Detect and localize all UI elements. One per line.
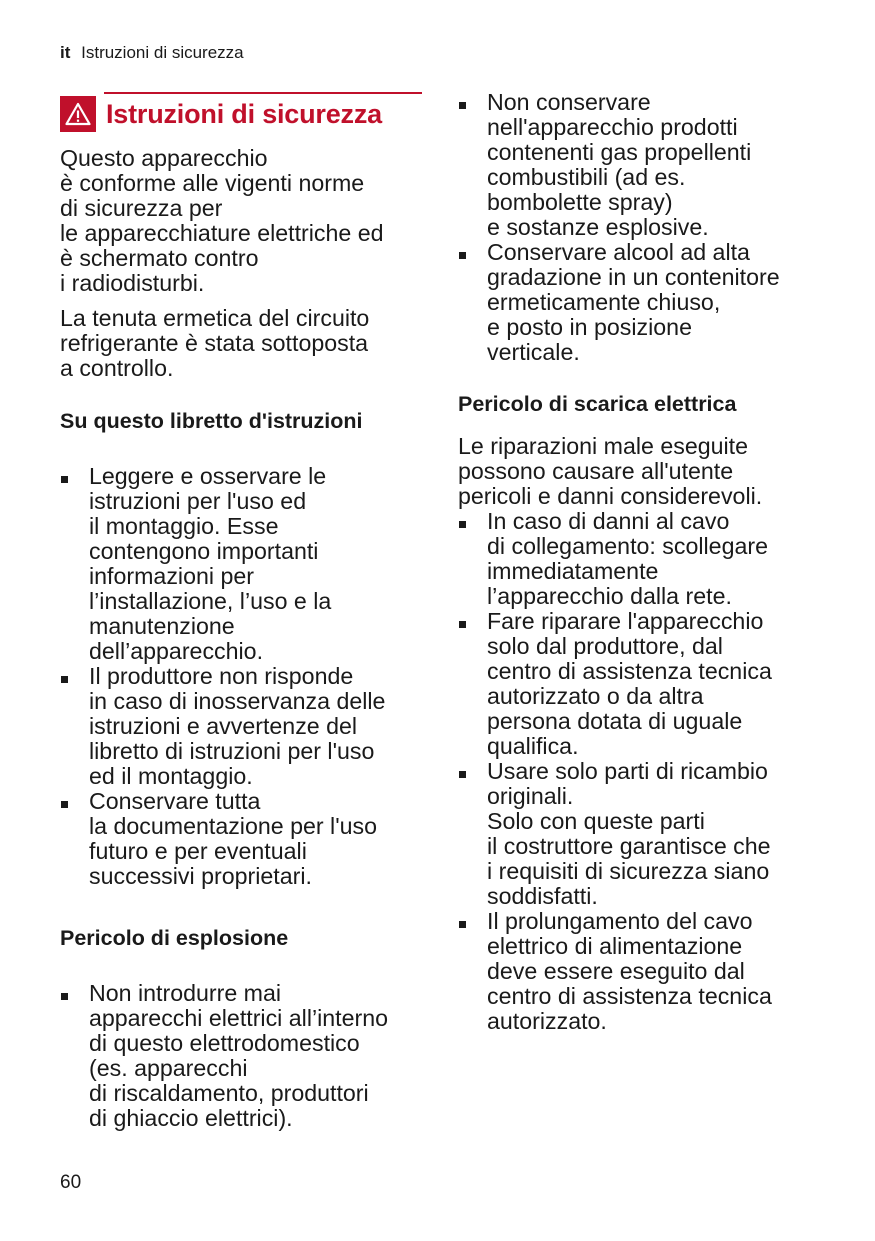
text-line: e posto in posizione [487, 314, 692, 340]
text-line: Leggere e osservare le [89, 463, 327, 489]
scarica-list [458, 509, 820, 1034]
text-line: Non introdurre mai [89, 980, 282, 1006]
list-item [60, 789, 422, 889]
text-line: la documentazione per l'uso [89, 813, 378, 839]
text-line: l’installazione, l’uso e la [89, 588, 332, 614]
text-line: di ghiaccio elettrici). [89, 1105, 293, 1131]
title-rule [104, 92, 422, 94]
text-line: originali. [487, 783, 574, 809]
warning-triangle-icon [60, 96, 96, 132]
list-item [458, 909, 820, 1034]
text-line: pericoli e danni considerevoli. [458, 483, 763, 509]
text-line: Non conservare [487, 89, 651, 115]
text-line: ed il montaggio. [89, 763, 253, 789]
text-line: manutenzione [89, 613, 235, 639]
scarica-intro [458, 434, 820, 509]
text-line: autorizzato o da altra [487, 683, 704, 709]
text-line: a controllo. [60, 355, 174, 381]
text-line: deve essere eseguito dal [487, 958, 745, 984]
text-line: Questo apparecchio [60, 145, 268, 171]
text-line: persona dotata di uguale [487, 708, 743, 734]
text-line: istruzioni per l'uso ed [89, 488, 307, 514]
left-column [60, 92, 422, 1131]
text-line: Usare solo parti di ricambio [487, 758, 768, 784]
text-line: Fare riparare l'apparecchio [487, 608, 764, 634]
text-line: soddisfatti. [487, 883, 598, 909]
text-line: gradazione in un contenitore [487, 264, 780, 290]
text-line: futuro e per eventuali [89, 838, 307, 864]
list-item [60, 981, 422, 1131]
esplosione-list-right [458, 90, 820, 365]
text-line: Le riparazioni male eseguite [458, 433, 749, 459]
section-heading-esplosione: Pericolo di esplosione [60, 926, 289, 950]
text-line: contengono importanti [89, 538, 319, 564]
list-item [458, 240, 820, 365]
text-line: i requisiti di sicurezza siano [487, 858, 770, 884]
text-line: Il prolungamento del cavo [487, 908, 753, 934]
text-line: informazioni per [89, 563, 254, 589]
text-line: dell’apparecchio. [89, 638, 264, 664]
text-line: centro di assistenza tecnica [487, 658, 772, 684]
page-title: Istruzioni di sicurezza [106, 99, 382, 129]
text-line: immediatamente [487, 558, 659, 584]
text-line: qualifica. [487, 733, 579, 759]
text-line: verticale. [487, 339, 580, 365]
section-heading-libretto: Su questo libretto d'istruzioni [60, 409, 363, 433]
text-line: l’apparecchio dalla rete. [487, 583, 732, 609]
esplosione-list-left [60, 981, 422, 1131]
text-line: il montaggio. Esse [89, 513, 279, 539]
text-line: Conservare alcool ad alta [487, 239, 750, 265]
list-item [60, 664, 422, 789]
language-code: it [60, 43, 71, 62]
text-line: è conforme alle vigenti norme [60, 170, 365, 196]
text-line: In caso di danni al cavo [487, 508, 730, 534]
right-column [458, 90, 820, 1034]
intro-paragraph-2 [60, 306, 422, 381]
text-line: (es. apparecchi [89, 1055, 248, 1081]
text-line: ermeticamente chiuso, [487, 289, 721, 315]
text-line: elettrico di alimentazione [487, 933, 743, 959]
text-line: in caso di inosservanza delle [89, 688, 386, 714]
page-number: 60 [60, 1172, 82, 1193]
text-line: La tenuta ermetica del circuito [60, 305, 370, 331]
list-item [60, 464, 422, 664]
intro-paragraph-1 [60, 146, 422, 296]
list-item [458, 90, 820, 240]
text-line: libretto di istruzioni per l'uso [89, 738, 375, 764]
text-line: autorizzato. [487, 1008, 607, 1034]
list-item [458, 759, 820, 909]
header-section-title: Istruzioni di sicurezza [81, 43, 244, 62]
text-line: di sicurezza per [60, 195, 223, 221]
text-line: combustibili (ad es. [487, 164, 686, 190]
libretto-list [60, 464, 422, 889]
text-line: istruzioni e avvertenze del [89, 713, 358, 739]
text-line: contenenti gas propellenti [487, 139, 752, 165]
text-line: solo dal produttore, dal [487, 633, 723, 659]
text-line: i radiodisturbi. [60, 270, 205, 296]
text-line: Conservare tutta [89, 788, 261, 814]
list-item [458, 609, 820, 759]
text-line: possono causare all'utente [458, 458, 734, 484]
text-line: Il produttore non risponde [89, 663, 354, 689]
text-line: centro di assistenza tecnica [487, 983, 772, 1009]
list-item [458, 509, 820, 609]
text-line: Solo con queste parti [487, 808, 705, 834]
text-line: apparecchi elettrici all’interno [89, 1005, 389, 1031]
title-block [60, 92, 422, 132]
text-line: di riscaldamento, produttori [89, 1080, 369, 1106]
text-line: refrigerante è stata sottoposta [60, 330, 369, 356]
text-line: nell'apparecchio prodotti [487, 114, 738, 140]
section-heading-scarica: Pericolo di scarica elettrica [458, 392, 737, 416]
text-line: le apparecchiature elettriche ed [60, 220, 384, 246]
running-header [60, 43, 244, 63]
text-line: successivi proprietari. [89, 863, 312, 889]
text-line: di collegamento: scollegare [487, 533, 768, 559]
text-line: il costruttore garantisce che [487, 833, 771, 859]
text-line: è schermato contro [60, 245, 259, 271]
text-line: e sostanze esplosive. [487, 214, 709, 240]
text-line: bombolette spray) [487, 189, 673, 215]
text-line: di questo elettrodomestico [89, 1030, 360, 1056]
